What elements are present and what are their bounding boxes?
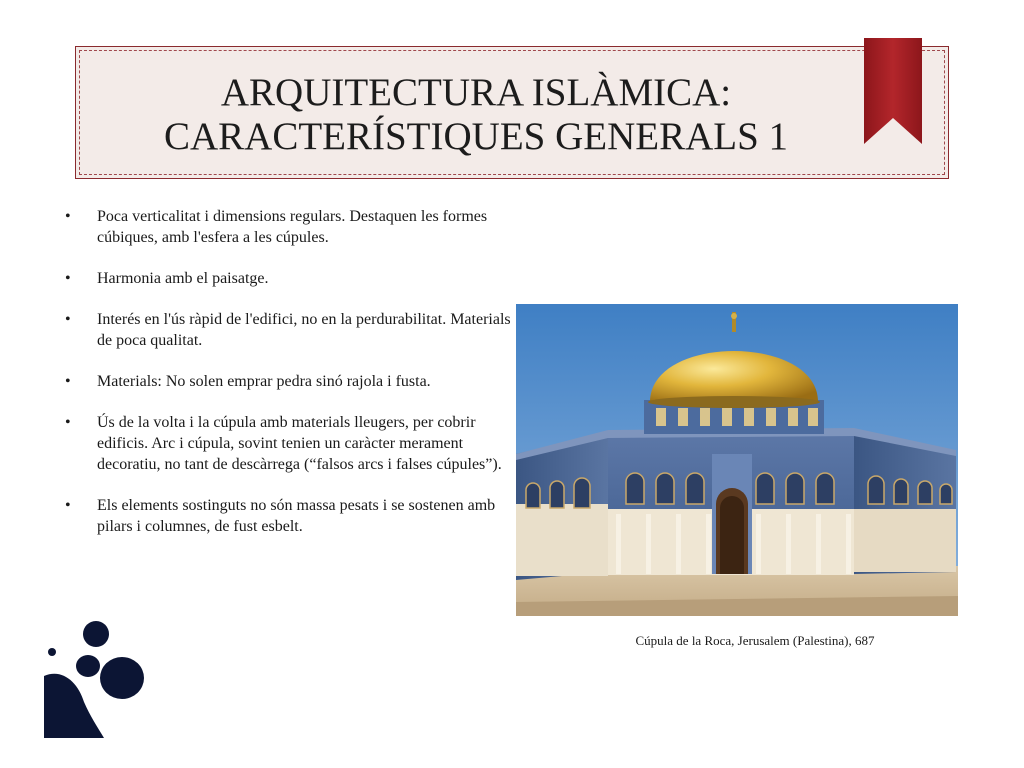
bookmark-ribbon-icon bbox=[864, 38, 922, 144]
ink-blot-decoration-icon bbox=[44, 616, 154, 738]
bullet-item: • Materials: No solen emprar pedra sinó rajola i fusta. bbox=[64, 371, 514, 392]
title-box bbox=[75, 46, 949, 179]
bullet-item: • Ús de la volta i la cúpula amb materials lleugers, per cobrir edificis. Arc i cúpula, sovint tenien un caràcter merament decoratiu, no tant de descàrrega (“falsos arcs i falses cúpules”). bbox=[64, 412, 514, 475]
bullet-item: • Harmonia amb el paisatge. bbox=[64, 268, 514, 289]
slide-title bbox=[86, 71, 866, 159]
title-line-1: ARQUITECTURA ISLÀMICA: bbox=[220, 71, 732, 114]
photo-caption: Cúpula de la Roca, Jerusalem (Palestina), 687 bbox=[635, 633, 875, 648]
bullet-item: • Interés en l'ús ràpid de l'edifici, no en la perdurabilitat. Materials de poca qualitat. bbox=[64, 309, 514, 351]
bullet-item: • Els elements sostinguts no són massa pesats i se sostenen amb pilars i columnes, de fust esbelt. bbox=[64, 495, 514, 537]
dome-of-the-rock-photo bbox=[516, 304, 958, 616]
bullet-item: • Poca verticalitat i dimensions regulars. Destaquen les formes cúbiques, amb l'esfera a les cúpules. bbox=[64, 206, 514, 248]
bullet-list bbox=[64, 206, 514, 557]
title-line-2: CARACTERÍSTIQUES GENERALS 1 bbox=[163, 115, 789, 158]
